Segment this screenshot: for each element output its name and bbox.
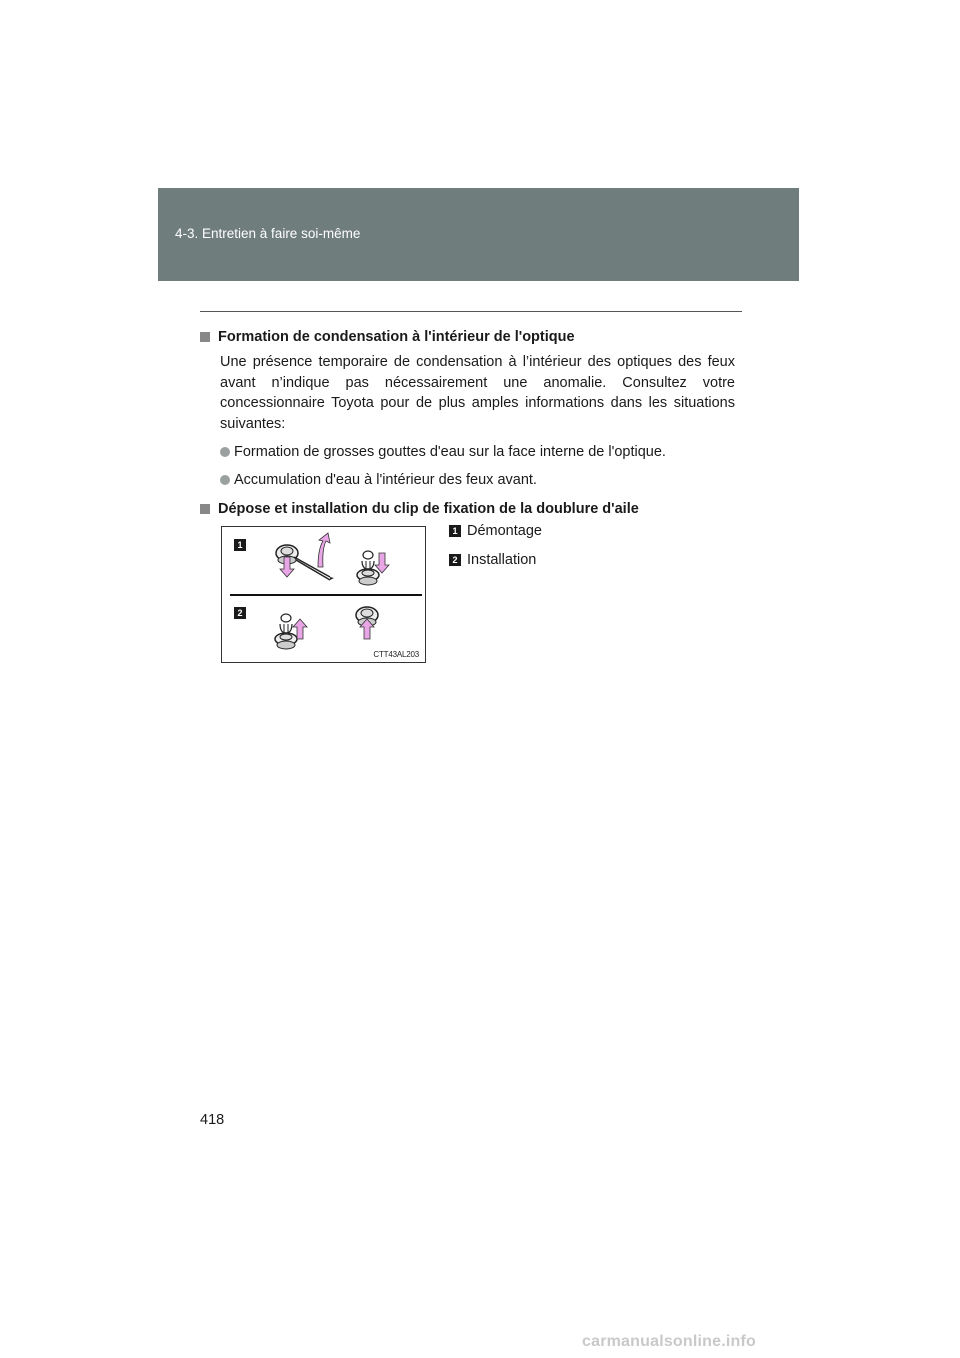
legend-item-installation — [449, 550, 542, 570]
page-number: 418 — [200, 1112, 225, 1128]
bullet-dot-icon — [220, 447, 230, 457]
chapter-title: 4-3. Entretien à faire soi-même — [175, 226, 361, 241]
heading-square-icon — [200, 504, 210, 514]
section-heading-condensation — [200, 326, 740, 348]
legend-badge-1: 1 — [449, 525, 461, 537]
legend-badge-2: 2 — [449, 554, 461, 566]
figure-badge-1: 1 — [234, 539, 246, 551]
header-rule — [200, 311, 742, 312]
bullet-dot-icon — [220, 475, 230, 485]
bullet-text: Accumulation d'eau à l'intérieur des feux avant. — [234, 472, 537, 488]
clip-push-illustration — [356, 607, 378, 639]
legend-label: Démontage — [467, 523, 542, 539]
main-content — [200, 326, 740, 520]
section-heading-text: Dépose et installation du clip de fixation de la doublure d'aile — [218, 501, 639, 517]
figure-legend — [449, 521, 542, 579]
bullet-item — [220, 442, 740, 462]
clip-illustration — [221, 526, 426, 663]
legend-label: Installation — [467, 552, 537, 568]
bullet-text: Formation de grosses gouttes d'eau sur la face interne de l'optique. — [234, 444, 666, 460]
condensation-paragraph: Une présence temporaire de condensation à l’intérieur des optiques des feux avant n’indique pas nécessairement une anomalie. Consultez votre concessionnaire Toyota pour de plus amples informations dans les situations suivantes: — [220, 354, 735, 432]
figure-badge-2: 2 — [234, 607, 246, 619]
clip-pulled-illustration — [357, 551, 389, 585]
section-heading-clip — [200, 498, 740, 520]
clip-drawing — [222, 527, 425, 662]
bullet-item — [220, 470, 740, 490]
heading-square-icon — [200, 332, 210, 342]
section-heading-text: Formation de condensation à l'intérieur de l'optique — [218, 329, 575, 345]
legend-item-removal — [449, 521, 542, 541]
clip-insert-illustration — [275, 614, 307, 649]
figure-code: CTT43AL203 — [373, 650, 419, 659]
clip-removal-tool-illustration — [276, 533, 334, 580]
watermark: carmanualsonline.info — [582, 1333, 757, 1350]
